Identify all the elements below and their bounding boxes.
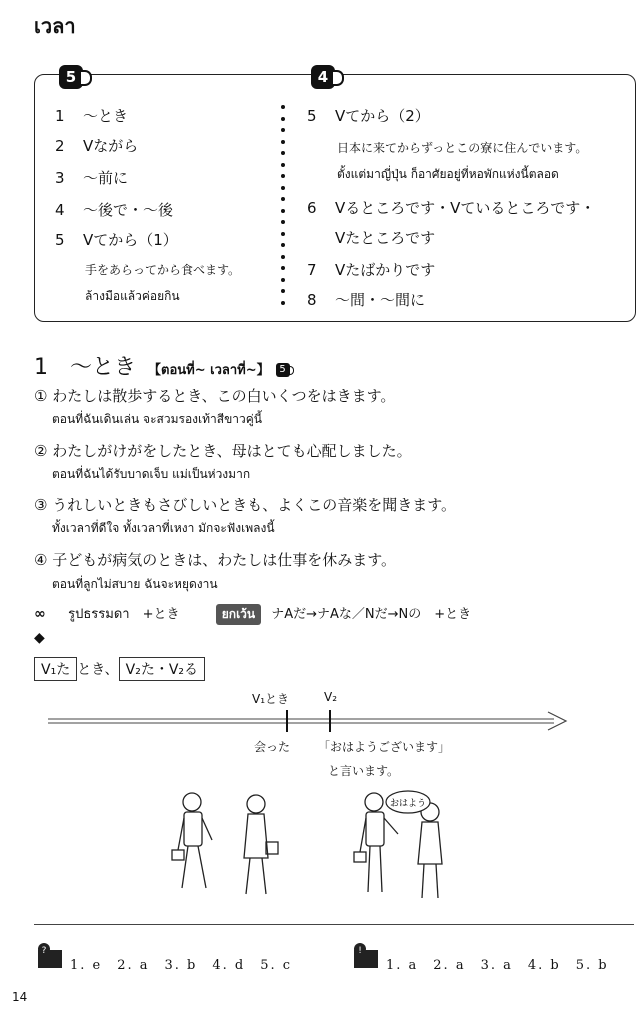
tab-level-4: 4 bbox=[311, 65, 335, 89]
conjugation-rule: ∞ รูปธรรมดา +とき ยกเว้น ナAだ→ナAな／Nだ→Nの +とき bbox=[34, 603, 471, 625]
dotted-divider bbox=[281, 105, 285, 312]
timeline-below-v2: 「おはようございます」 bbox=[318, 740, 451, 754]
toc-example-th: ล้างมือแล้วค่อยกิน bbox=[85, 289, 180, 303]
toc-item[interactable]: 8 ～間・～間に bbox=[307, 291, 426, 309]
answer-key-left: 1. e 2. a 3. b 4. d 5. c bbox=[70, 958, 293, 973]
section-title: 1 ～とき 【ตอนที่~ เวลาที่~】 5 bbox=[34, 350, 290, 381]
example-ja: ③ うれしいときもさびしいときも、よくこの音楽を聞きます。 bbox=[34, 496, 457, 514]
toc-item[interactable]: Vたところです bbox=[335, 229, 436, 247]
toc-item[interactable]: 5 Vてから（1） bbox=[55, 231, 178, 249]
example-ja: ① わたしは散歩するとき、この白いくつをはきます。 bbox=[34, 387, 396, 405]
example-th: ตอนที่ลูกไม่สบาย ฉันจะหยุดงาน bbox=[52, 577, 218, 591]
divider bbox=[34, 924, 634, 925]
exclamation-book-icon bbox=[352, 942, 380, 970]
example-th: ตอนที่ฉันเดินเล่น จะสวมรองเท้าสีขาวคู่นี้ bbox=[52, 412, 263, 426]
toc-item[interactable]: 2 Vながら bbox=[55, 137, 139, 155]
formula-box: V₂た・V₂る bbox=[119, 657, 205, 681]
timeline-below-v2b: と言います。 bbox=[328, 764, 400, 778]
answer-key-right: 1. a 2. a 3. a 4. b 5. b bbox=[386, 958, 609, 973]
toc-item[interactable]: 4 ～後で・～後 bbox=[55, 201, 174, 219]
exception-badge: ยกเว้น bbox=[216, 604, 261, 625]
question-book-icon bbox=[36, 942, 64, 970]
toc-box bbox=[34, 68, 636, 322]
formula: V₁た とき、 V₂た・V₂る bbox=[34, 657, 205, 681]
example-ja: ④ 子どもが病気のときは、わたしは仕事を休みます。 bbox=[34, 551, 397, 569]
toc-item[interactable]: 7 Vたばかりです bbox=[307, 261, 436, 279]
page-number: 14 bbox=[12, 990, 28, 1004]
diamond-icon: ◆ bbox=[34, 630, 45, 646]
tab-level-5: 5 bbox=[59, 65, 83, 89]
toc-item[interactable]: 1 ～とき bbox=[55, 107, 129, 125]
svg-text:?: ? bbox=[41, 946, 47, 956]
example-th: ตอนที่ฉันได้รับบาดเจ็บ แม่เป็นห่วงมาก bbox=[52, 467, 251, 481]
example-th: ทั้งเวลาที่ดีใจ ทั้งเวลาที่เหงา มักจะฟังเพลงนี้ bbox=[52, 521, 275, 535]
toc-example-ja: 日本に来てからずっとこの寮に住んでいます。 bbox=[337, 141, 588, 155]
toc-item[interactable]: 6 Vるところです・Vているところです・ bbox=[307, 199, 596, 217]
example-ja: ② わたしがけがをしたとき、母はとても心配しました。 bbox=[34, 442, 412, 460]
toc-example-ja: 手をあらってから食べます。 bbox=[85, 263, 241, 277]
toc-example-th: ตั้งแต่มาญี่ปุ่น ก็อาศัยอยู่ที่หอพักแห่งนี้ตลอด bbox=[337, 167, 559, 181]
timeline-below-v1: 会った bbox=[254, 740, 291, 754]
toc-item[interactable]: 5 Vてから（2） bbox=[307, 107, 430, 125]
level-badge: 5 bbox=[276, 363, 290, 377]
timeline-arrow bbox=[44, 706, 574, 734]
glasses-icon: ∞ bbox=[34, 606, 46, 622]
timeline-label-v2: V₂ bbox=[324, 690, 338, 704]
svg-text:!: ! bbox=[358, 946, 362, 956]
greeting-illustration bbox=[168, 788, 468, 908]
toc-item[interactable]: 3 ～前に bbox=[55, 169, 129, 187]
formula-box: V₁た bbox=[34, 657, 77, 681]
timeline-label-v1: V₁とき bbox=[252, 692, 290, 706]
page-title: เวลา bbox=[34, 14, 76, 38]
speech-text: おはよう bbox=[389, 799, 427, 809]
